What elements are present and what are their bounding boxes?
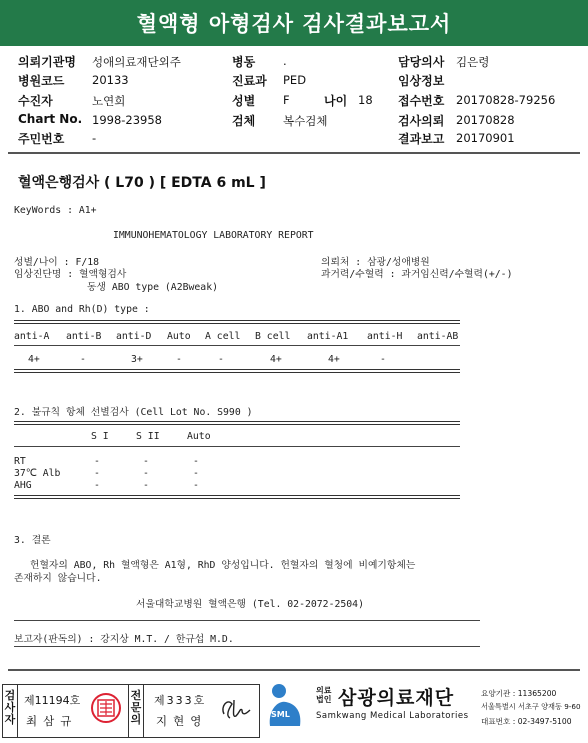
label-resident-no: 주민번호 (18, 132, 65, 146)
label-sex: 성별 (232, 94, 256, 108)
abo-header-cell: Auto (167, 331, 191, 342)
specialist-signature (218, 692, 254, 726)
value-receipt-no: 20170828-79256 (456, 93, 556, 107)
requester: 의뢰처 : 삼광/성애병원 (321, 257, 430, 268)
label-receipt-no: 접수번호 (398, 94, 445, 108)
value-specimen: 복수검체 (283, 114, 328, 128)
abo-value-cell: 4+ (328, 354, 340, 365)
abo-value-cell: 4+ (28, 354, 40, 365)
antibody-cell: - (143, 480, 149, 491)
inspector-no: 제11194호 (24, 694, 81, 707)
keywords: KeyWords : A1+ (14, 205, 97, 216)
inspector-stamp (90, 692, 122, 724)
value-request-date: 20170828 (456, 113, 515, 127)
abo-header-cell: anti-D (116, 331, 152, 342)
label-report-date: 결과보고 (398, 132, 445, 146)
antibody-header-si: S I (91, 431, 109, 442)
abo-header-cell: anti-A1 (307, 331, 349, 342)
value-age: 18 (358, 93, 373, 107)
abo-value-cell: - (380, 354, 386, 365)
label-request-date: 검사의뢰 (398, 114, 445, 128)
info-address: 서울특별시 서초구 양재동 9-60 (481, 702, 581, 711)
antibody-cell: - (143, 456, 149, 467)
section-title: 혈액은행검사 ( L70 ) [ EDTA 6 mL ] (18, 175, 266, 191)
sml-badge: SML (271, 710, 290, 719)
label-specimen: 검체 (232, 114, 256, 128)
footer-divider (8, 669, 580, 671)
specialist-no: 제333호 (154, 694, 207, 707)
antibody-cell: - (193, 480, 199, 491)
reporter-rule-top (14, 620, 480, 621)
label-hospital-code: 병원코드 (18, 74, 65, 88)
info-phone: 대표번호 : 02-3497-5100 (481, 717, 572, 726)
value-chart-no: 1998-23958 (92, 113, 162, 127)
abo-rule-top (14, 320, 460, 324)
antibody-header-auto: Auto (187, 431, 211, 442)
reporter-rule-bottom (14, 646, 480, 647)
antibody-cell: - (94, 456, 100, 467)
history: 과거력/수혈력 : 과거임신력/수혈력(+/-) (321, 269, 513, 280)
value-doctor: 김은령 (456, 55, 490, 69)
sex-age: 성별/나이 : F/18 (14, 257, 100, 268)
antibody-row-label: RT (14, 456, 26, 467)
label-chart-no: Chart No. (18, 112, 83, 126)
antibody-cell: - (94, 480, 100, 491)
value-report-date: 20170901 (456, 131, 515, 145)
info-code: 요양기관 : 11365200 (481, 689, 557, 698)
specialist-label: 전문의 (130, 689, 142, 726)
abo-section-title: 1. ABO and Rh(D) type : (14, 304, 150, 315)
abo-header-cell: anti-H (367, 331, 403, 342)
abo-value-cell: - (80, 354, 86, 365)
antibody-rule-mid (14, 446, 460, 447)
antibody-cell: - (94, 468, 100, 479)
abo-header-cell: A cell (205, 331, 241, 342)
label-doctor: 담당의사 (398, 55, 445, 69)
abo-header-cell: B cell (255, 331, 291, 342)
label-ward: 병동 (232, 55, 256, 69)
value-hospital-code: 20133 (92, 73, 129, 87)
antibody-cell: - (143, 468, 149, 479)
org-name: 삼광의료재단 (338, 687, 455, 709)
value-resident-no: - (92, 131, 97, 145)
sml-logo-icon (266, 682, 306, 726)
signature-line: 서울대학교병원 혈액은행 (Tel. 02-2072-2504) (136, 599, 364, 610)
specialist-name: 지현영 (156, 714, 208, 728)
antibody-header-sii: S II (136, 431, 160, 442)
inspector-name: 최삼규 (26, 714, 78, 728)
value-patient: 노연희 (92, 94, 126, 108)
report-heading: IMMUNOHEMATOLOGY LABORATORY REPORT (113, 230, 314, 241)
abo-value-cell: - (176, 354, 182, 365)
header-divider (8, 152, 580, 154)
value-sex: F (283, 93, 290, 107)
antibody-rule-top (14, 421, 460, 425)
report-title: 혈액형 아형검사 검사결과보고서 (136, 12, 452, 36)
diagnosis: 임상진단명 : 혈액형검사 (14, 269, 127, 280)
inspector-label: 검사자 (4, 689, 16, 726)
antibody-row-label: AHG (14, 480, 32, 491)
value-ward: . (283, 54, 287, 68)
abo-rule-bottom (14, 369, 460, 373)
antibody-section-title: 2. 불규칙 항체 선별검사 (Cell Lot No. S990 ) (14, 407, 253, 418)
conclusion-line2: 존재하지 않습니다. (14, 573, 102, 584)
abo-value-cell: 4+ (270, 354, 282, 365)
abo-header-cell: anti-B (66, 331, 102, 342)
value-institution: 성애의료재단외주 (92, 55, 181, 69)
antibody-cell: - (193, 456, 199, 467)
conclusion-title: 3. 결론 (14, 535, 51, 546)
antibody-cell: - (193, 468, 199, 479)
abo-rule-mid (14, 345, 460, 346)
conclusion-line1: 헌혈자의 ABO, Rh 혈액형은 A1형, RhD 양성입니다. 헌혈자의 혈청에 비예기항체는 (30, 560, 416, 571)
org-name-en: Samkwang Medical Laboratories (316, 711, 469, 721)
abo-value-cell: - (218, 354, 224, 365)
label-clinical-info: 임상정보 (398, 74, 445, 88)
antibody-row-label: 37℃ Alb (14, 468, 61, 479)
label-institution: 의뢰기관명 (18, 55, 76, 69)
label-department: 진료과 (232, 74, 267, 88)
abo-value-cell: 3+ (131, 354, 143, 365)
label-age: 나이 (324, 94, 348, 108)
label-patient: 수진자 (18, 94, 53, 108)
abo-header-cell: anti-A (14, 331, 50, 342)
antibody-rule-bottom (14, 495, 460, 499)
org-prefix: 의료 법인 (316, 686, 332, 704)
reporter: 보고자(판독의) : 강지상 M.T. / 한규섭 M.D. (14, 634, 234, 645)
value-department: PED (283, 73, 307, 87)
abo-header-cell: anti-AB (417, 331, 459, 342)
diagnosis-detail: 동생 ABO type (A2Bweak) (87, 282, 218, 293)
title-banner (0, 0, 588, 46)
